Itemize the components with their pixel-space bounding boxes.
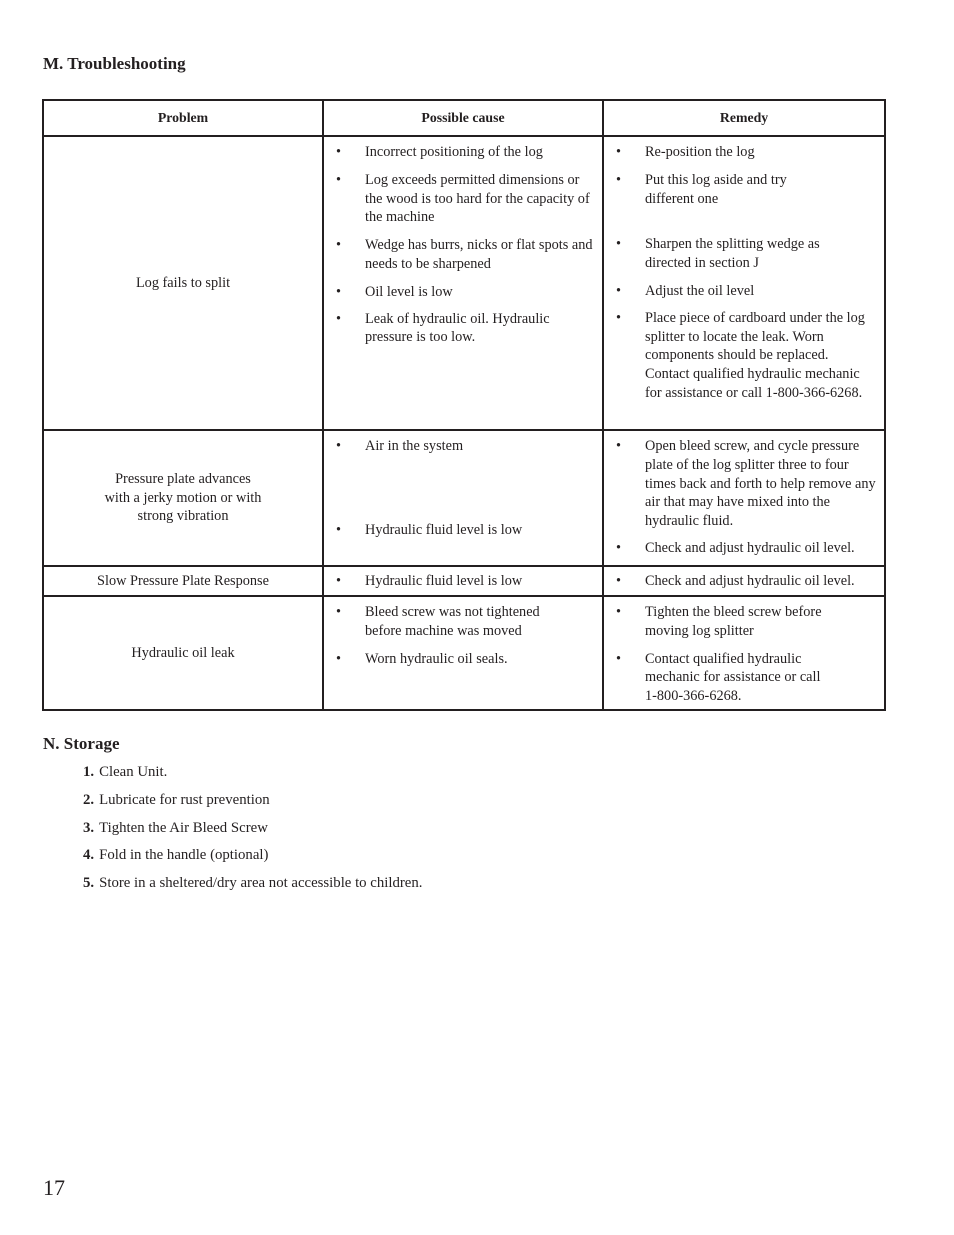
page-number: 17 — [43, 1175, 65, 1200]
remedy-item: • Open bleed screw, and cycle pressure plate of the log splitter three to four times back and forth to help remove any air that may have mixed into the hydraulic fluid. — [604, 437, 884, 531]
remedy-item: • Adjust the oil level — [604, 282, 884, 301]
step-number: 3. — [83, 819, 95, 836]
step-text: Fold in the handle (optional) — [99, 847, 269, 864]
list-item — [43, 791, 422, 809]
list-item — [43, 874, 422, 892]
cause-item: • Incorrect positioning of the log — [324, 143, 602, 162]
step-number: 4. — [83, 847, 95, 864]
remedy-cell — [603, 566, 885, 596]
remedy-item: • Check and adjust hydraulic oil level. — [604, 539, 884, 558]
remedy-cell — [603, 136, 885, 430]
list-item — [43, 846, 422, 864]
remedy-item: • Put this log aside and try different one — [604, 171, 884, 209]
list-item — [43, 819, 422, 837]
remedy-item: • Place piece of cardboard under the log splitter to locate the leak. Worn components should be replaced. Contact qualified hydraulic mechanic for assistance or call 1-800-366-6268. — [604, 309, 884, 403]
table-header-row — [43, 100, 885, 136]
section-heading-troubleshooting: M. Troubleshooting — [43, 54, 186, 73]
problem-cell: Pressure plate advances with a jerky motion or with strong vibration — [43, 430, 323, 566]
remedy-cell — [603, 430, 885, 566]
cause-cell — [323, 430, 603, 566]
cause-item: • Log exceeds permitted dimensions or the wood is too hard for the capacity of the machine — [324, 171, 602, 227]
cause-cell — [323, 136, 603, 430]
table-row — [43, 566, 885, 596]
step-text: Clean Unit. — [99, 764, 168, 780]
remedy-item: • Check and adjust hydraulic oil level. — [604, 572, 884, 591]
cause-item: • Oil level is low — [324, 283, 602, 302]
remedy-item: • Tighten the bleed screw before moving log splitter — [604, 603, 884, 641]
cause-cell — [323, 596, 603, 710]
problem-cell: Log fails to split — [43, 136, 323, 430]
cause-item: • Wedge has burrs, nicks or flat spots and needs to be sharpened — [324, 236, 602, 274]
cause-item: • Bleed screw was not tightened before machine was moved — [324, 603, 602, 641]
cause-item: • Leak of hydraulic oil. Hydraulic pressure is too low. — [324, 310, 602, 348]
section-heading-storage: N. Storage — [43, 734, 120, 753]
cause-item: • Air in the system — [324, 437, 602, 456]
cause-item: • Hydraulic fluid level is low — [324, 572, 602, 591]
storage-steps-list — [43, 763, 422, 902]
cause-cell — [323, 566, 603, 596]
problem-cell: Slow Pressure Plate Response — [43, 566, 323, 596]
step-number: 5. — [83, 875, 95, 892]
table-row — [43, 596, 885, 710]
cause-item: • Hydraulic fluid level is low — [324, 521, 602, 540]
remedy-item: • Sharpen the splitting wedge as directed in section J — [604, 235, 884, 273]
list-item — [43, 763, 422, 781]
table-row — [43, 136, 885, 430]
remedy-item: • Re-position the log — [604, 143, 884, 162]
table-row — [43, 430, 885, 566]
column-header-possible-cause: Possible cause — [323, 100, 603, 136]
step-text: Store in a sheltered/dry area not accessible to children. — [99, 875, 423, 892]
column-header-problem: Problem — [43, 100, 323, 136]
problem-cell: Hydraulic oil leak — [43, 596, 323, 710]
step-text: Tighten the Air Bleed Screw — [99, 819, 268, 836]
step-number: 2. — [83, 791, 95, 808]
step-number: 1. — [83, 764, 95, 780]
remedy-cell — [603, 596, 885, 710]
remedy-item: • Contact qualified hydraulic mechanic for assistance or call 1-800-366-6268. — [604, 650, 884, 706]
step-text: Lubricate for rust prevention — [99, 791, 270, 808]
troubleshooting-table — [42, 99, 886, 711]
cause-item: • Worn hydraulic oil seals. — [324, 650, 602, 669]
column-header-remedy: Remedy — [603, 100, 885, 136]
